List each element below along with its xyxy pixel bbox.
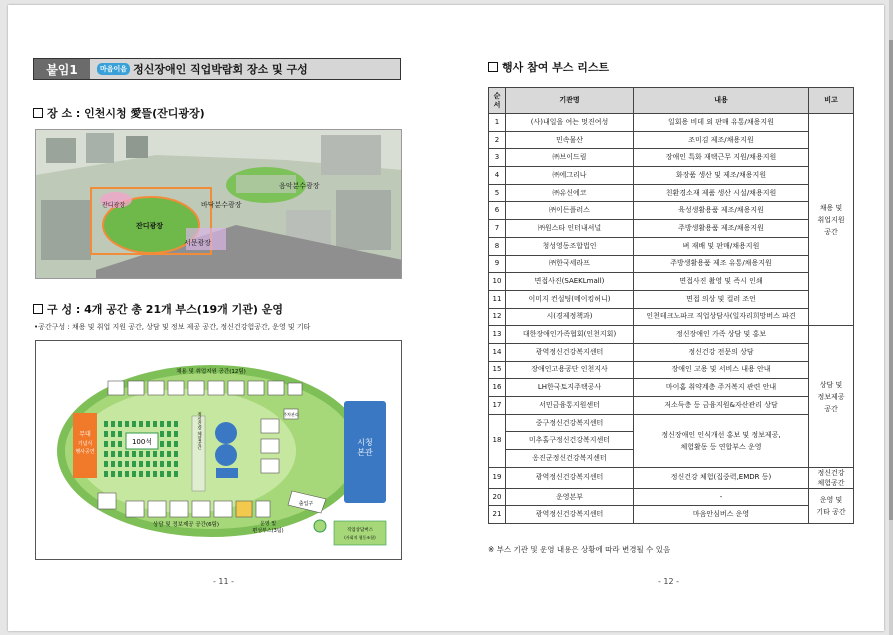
checkbox-square-icon [488, 62, 498, 72]
cell-no: 19 [489, 467, 506, 488]
seats-label: 100석 [131, 438, 153, 446]
center-zone-label: 정신건강 체험공간 [196, 412, 202, 450]
cell-content: 장애인 고용 및 서비스 내용 안내 [634, 361, 809, 379]
cell-no: 4 [489, 167, 506, 185]
photo-label-west: 서문광장 [184, 239, 212, 247]
table-row [489, 467, 854, 488]
cell-org: 중구정신건강복지센터 [506, 414, 634, 432]
cell-content: 마음안심버스 운영 [634, 506, 809, 524]
cell-org: 미추홀구정신건강복지센터 [506, 432, 634, 450]
cell-org: ㈜원스타 인터내셔널 [506, 220, 634, 238]
cell-no: 8 [489, 237, 506, 255]
table-row [489, 202, 854, 220]
cell-content: 주방생활용품 제조 유통/채용지원 [634, 255, 809, 273]
entrance-label: 출입구 [298, 501, 314, 507]
cell-content: 장애인 특화 재택근무 지원/채용지원 [634, 149, 809, 167]
place-heading-text: 장 소 : 인천시청 愛뜰(잔디광장) [47, 107, 205, 120]
table-row [489, 361, 854, 379]
table-footnote: ※ 부스 기관 및 운영 내용은 상황에 따라 변경될 수 있음 [488, 545, 671, 554]
cell-content: 마이홈 취약계층 주거복지 관련 안내 [634, 379, 809, 397]
cell-org: ㈜이든플러스 [506, 202, 634, 220]
table-row [489, 488, 854, 506]
table-row [489, 167, 854, 185]
cell-no: 13 [489, 326, 506, 344]
table-row [489, 237, 854, 255]
table-row [489, 379, 854, 397]
cell-note-g4: 운영 및 기타 공간 [809, 488, 854, 523]
booth-table [488, 87, 854, 524]
cell-org: 광역정신건강복지센터 [506, 506, 634, 524]
cell-no: 15 [489, 361, 506, 379]
table-row [489, 114, 854, 132]
col-header-content: 내용 [634, 88, 809, 114]
cell-no: 14 [489, 343, 506, 361]
top-zone-label: 채용 및 취업지원 공간(12팀) [176, 369, 246, 375]
ops-label: 운영 및 [259, 521, 277, 527]
cell-org: 민속물산 [506, 131, 634, 149]
page-number-12: - 12 - [658, 577, 680, 586]
cell-org: ㈜한국세라프 [506, 255, 634, 273]
table-row [489, 131, 854, 149]
cell-content: 정신장애인 인식개선 홍보 및 정보제공, 체험활동 등 연합부스 운영 [634, 414, 809, 467]
table-row [489, 326, 854, 344]
place-heading [33, 105, 205, 121]
cell-no: 16 [489, 379, 506, 397]
cell-content: 정신건강 전문의 상담 [634, 343, 809, 361]
cell-content: 일회용 비데 외 판매 유통/채용지원 [634, 114, 809, 132]
table-header-row [489, 88, 854, 114]
venue-photo-illustration [36, 130, 402, 279]
cell-content: 면접 의상 및 컬러 조언 [634, 290, 809, 308]
table-row [489, 506, 854, 524]
promo-label: 직업상담버스 [346, 528, 374, 533]
cell-note-g2: 상담 및 정보제공 공간 [809, 326, 854, 468]
composition-note: •공간구성 : 채용 및 취업 지원 공간, 상담 및 정보 제공 공간, 정신건강험공간, 운영 및 기타 [34, 323, 311, 331]
cell-note-g3: 정신건강 체험공간 [809, 467, 854, 488]
svg-text:본관: 본관 [357, 448, 373, 457]
cell-no: 20 [489, 488, 506, 506]
cell-org: (사)내일을 여는 멋진여성 [506, 114, 634, 132]
table-row [489, 308, 854, 326]
cell-no: 21 [489, 506, 506, 524]
checkbox-square-icon [33, 108, 43, 118]
event-logo: 마음이음 [97, 63, 130, 75]
photo-label-lawn: 잔디광장 [136, 222, 164, 230]
cell-content: 저소득층 등 금융지원&자산관리 상담 [634, 397, 809, 415]
table-row [489, 414, 854, 432]
cell-org: 면접사진(SAEKLmall) [506, 273, 634, 291]
cell-org: ㈜유신에코 [506, 184, 634, 202]
photo-label-grass: 잔디광장 [102, 202, 126, 209]
page-number-11: - 11 - [213, 577, 235, 586]
svg-text:편성부스(3팀): 편성부스(3팀) [252, 528, 284, 534]
cell-no: 3 [489, 149, 506, 167]
composition-heading [33, 301, 283, 317]
svg-text:행사공연: 행사공연 [75, 449, 95, 455]
banner-tag: 붙임1 [34, 59, 90, 79]
cell-content: 주방생활용품 제조/채용지원 [634, 220, 809, 238]
photo-label-floor-fountain: 바닥분수광장 [201, 201, 242, 209]
cell-org: ㈜에그리나 [506, 167, 634, 185]
side-top-label: 주차관리 [283, 412, 299, 417]
cell-no: 1 [489, 114, 506, 132]
table-row [489, 273, 854, 291]
table-row [489, 220, 854, 238]
cell-content: 조미김 제조/채용지원 [634, 131, 809, 149]
cell-no: 5 [489, 184, 506, 202]
city-hall-label: 시청 [357, 438, 373, 447]
cell-content: 육성생활용품 제조/채용지원 [634, 202, 809, 220]
cell-org: 운영본부 [506, 488, 634, 506]
cell-org: ㈜브이드림 [506, 149, 634, 167]
cell-org: 옹진군정신건강복지센터 [506, 450, 634, 468]
table-row [489, 397, 854, 415]
cell-content: - [634, 488, 809, 506]
col-header-org: 기관명 [506, 88, 634, 114]
booth-list-heading-text: 행사 참여 부스 리스트 [502, 61, 610, 74]
cell-no: 2 [489, 131, 506, 149]
cell-no: 6 [489, 202, 506, 220]
cell-org: 서민금융통지원센터 [506, 397, 634, 415]
page-11 [8, 5, 446, 631]
col-header-note: 비고 [809, 88, 854, 114]
cell-note-g1: 채용 및 취업지원 공간 [809, 114, 854, 326]
table-row [489, 184, 854, 202]
cell-org: 대한장애인가족협회(인천지회) [506, 326, 634, 344]
table-row [489, 290, 854, 308]
cell-org: 청성영동조합법인 [506, 237, 634, 255]
cell-no: 12 [489, 308, 506, 326]
scrollbar-thumb[interactable] [889, 40, 893, 520]
bottom-zone-label: 상담 및 정보제공 공간(6팀) [152, 522, 220, 528]
table-row [489, 343, 854, 361]
banner-title: 정신장애인 직업박람회 장소 및 구성 [133, 63, 308, 76]
page-12 [446, 5, 884, 631]
cell-org: 광역정신건강복지센터 [506, 467, 634, 488]
cell-content: 면접사진 촬영 및 즉시 인쇄 [634, 273, 809, 291]
table-row [489, 149, 854, 167]
cell-org: LH한국토지주택공사 [506, 379, 634, 397]
booth-layout-svg [36, 341, 402, 560]
attachment-banner [33, 58, 401, 80]
booth-layout-diagram [35, 340, 402, 560]
cell-no: 17 [489, 397, 506, 415]
col-header-no: 순서 [489, 88, 506, 114]
cell-no: 11 [489, 290, 506, 308]
composition-heading-text: 구 성 : 4개 공간 총 21개 부스(19개 기관) 운영 [47, 303, 283, 316]
svg-text:(사회적 협동조합): (사회적 협동조합) [344, 535, 376, 540]
stage-label: 무대 [79, 431, 91, 438]
cell-org: 이미지 컨설팅(메이킹허니) [506, 290, 634, 308]
document-spread [8, 5, 884, 631]
venue-aerial-photo [35, 129, 402, 279]
scrollbar-track[interactable] [889, 0, 893, 635]
cell-no: 18 [489, 414, 506, 467]
cell-content: 벼 재배 및 판매/채용지원 [634, 237, 809, 255]
booth-list-heading [488, 59, 609, 75]
cell-content: 화장품 생산 및 제조/채용지원 [634, 167, 809, 185]
cell-org: 시(경제정책과) [506, 308, 634, 326]
cell-no: 9 [489, 255, 506, 273]
cell-content: 친환경소재 제품 생산 시설/채용지원 [634, 184, 809, 202]
cell-content: 정신건강 체험(집중력,EMDR 등) [634, 467, 809, 488]
photo-label-fountain: 음악분수광장 [279, 182, 320, 190]
cell-org: 장애인고용공단 인천지사 [506, 361, 634, 379]
checkbox-square-icon [33, 304, 43, 314]
cell-content: 정신장애인 가족 상담 및 홍보 [634, 326, 809, 344]
table-row [489, 255, 854, 273]
cell-no: 7 [489, 220, 506, 238]
svg-text:기념식: 기념식 [77, 441, 93, 447]
cell-content: 인천테크노파크 직업상담사(일자리희망버스 파견 [634, 308, 809, 326]
cell-org: 광역정신건강복지센터 [506, 343, 634, 361]
cell-no: 10 [489, 273, 506, 291]
